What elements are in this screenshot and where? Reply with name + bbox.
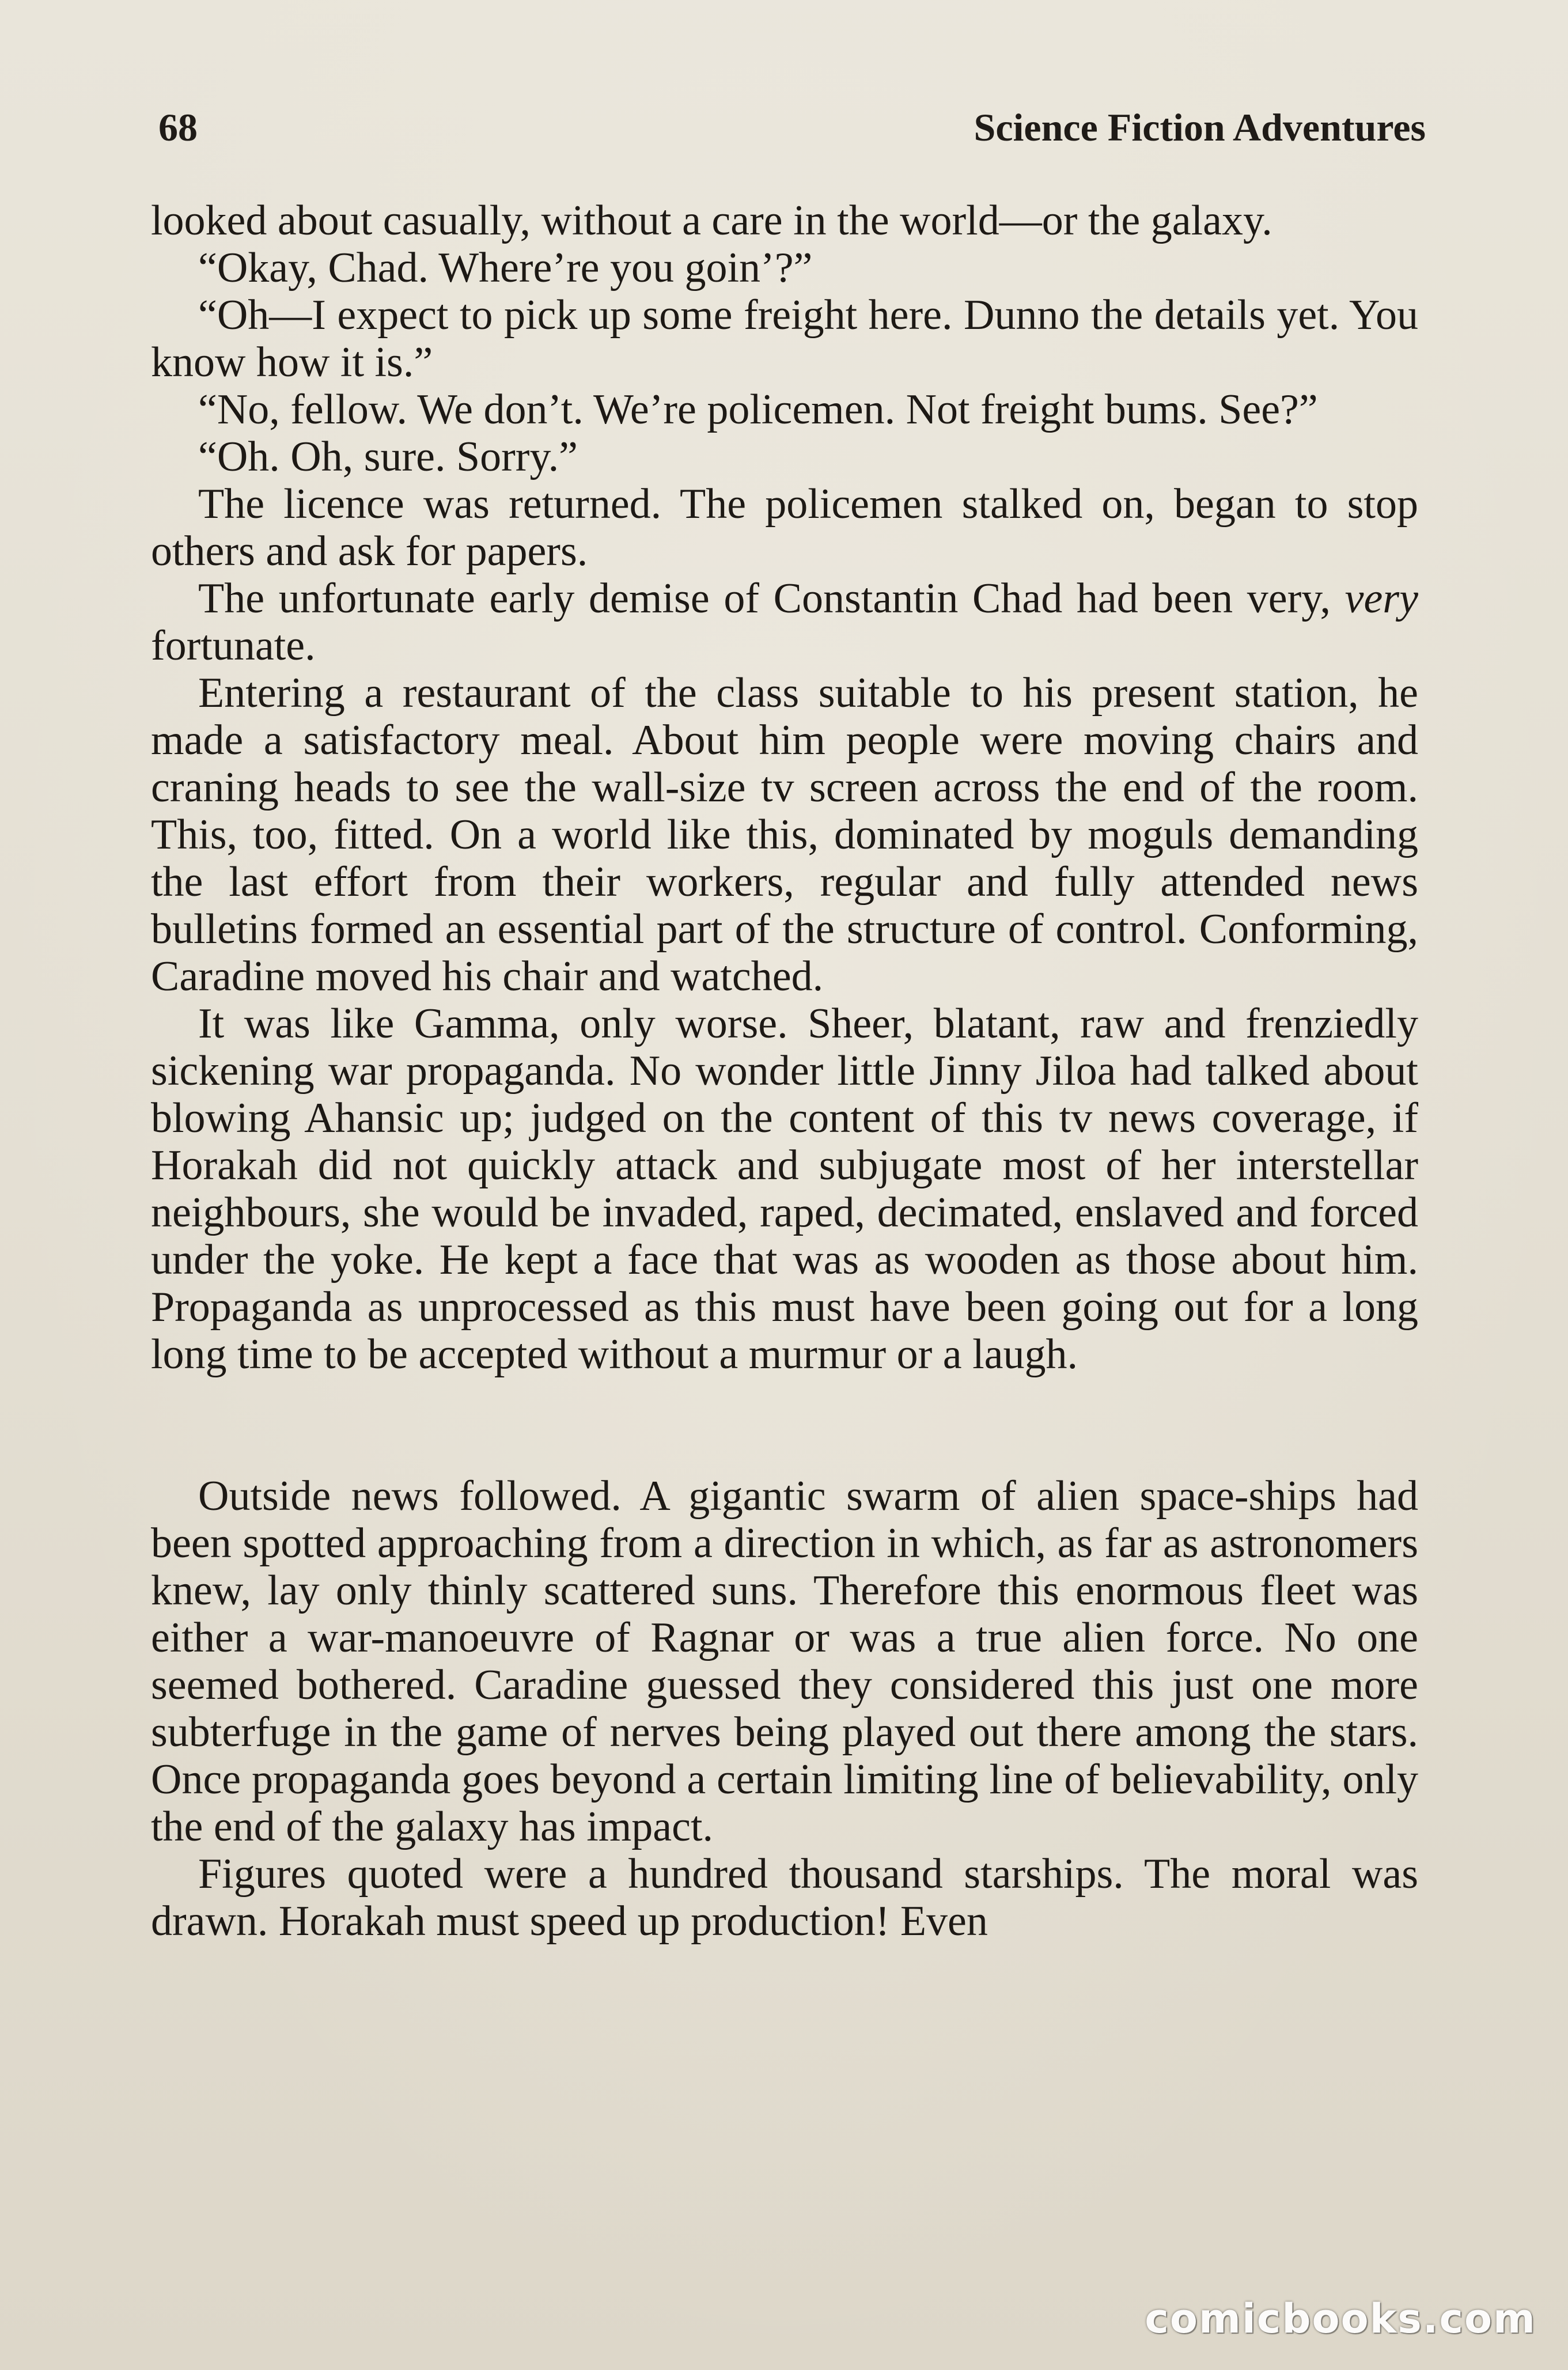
- paragraph-8: Entering a restaurant of the class suitable to his present station, he made a satisfactory meal. About him people were moving chairs and craning heads to see the wall-size tv screen across the end of the room. This, too, fitted. On a world like this, dominated by moguls demanding the last effort from their workers, regular and fully attended news bulletins formed an essential part of the structure of control. Conforming, Caradine moved his chair and watched.: [151, 669, 1418, 1000]
- page-number: 68: [158, 105, 198, 149]
- paragraph-1: looked about casually, without a care in the world—or the galaxy.: [151, 197, 1272, 244]
- page-header: [158, 98, 1426, 161]
- running-head-title: Science Fiction Adventures: [974, 105, 1426, 149]
- emphasis-very: very: [1344, 575, 1418, 622]
- paragraph-10: Outside news followed. A gigantic swarm of alien space-ships had been spotted approaching from a direction in which, as far as astronomers knew, lay only thinly scattered suns. Therefore this enormous fleet was either a war-manoeuvre of Ragnar or was a true alien force. No one seemed bothered. Caradine guessed they considered this just one more subterfuge in the game of nerves being played out there among the stars. Once propaganda goes beyond a certain limiting line of believability, only the end of the galaxy has impact.: [151, 1472, 1418, 1850]
- paragraph-9: It was like Gamma, only worse. Sheer, blatant, raw and frenziedly sickening war propaganda. No wonder little Jinny Jiloa had talked about blowing Ahansic up; judged on the content of this tv news coverage, if Horakah did not quickly attack and subjugate most of her interstellar neighbours, she would be invaded, raped, decimated, enslaved and forced under the yoke. He kept a face that was as wooden as those about him. Propaganda as unprocessed as this must have been going out for a long long time to be accepted without a murmur or a laugh.: [151, 1000, 1418, 1378]
- paragraph-11: Figures quoted were a hundred thousand starships. The moral was drawn. Horakah must speed up production! Even: [151, 1850, 1418, 1945]
- paragraph-4: “No, fellow. We don’t. We’re policemen. Not freight bums. See?”: [198, 386, 1318, 433]
- watermark-logo: comicbooks.com: [1145, 2295, 1536, 2342]
- paragraph-5: “Oh. Oh, sure. Sorry.”: [198, 433, 578, 480]
- paragraph-7: The unfortunate early demise of Constantin Chad had been very, very fortunate.: [151, 575, 1418, 669]
- paragraph-3: “Oh—I expect to pick up some freight here. Dunno the details yet. You know how it is.”: [151, 291, 1418, 386]
- paragraph-6: The licence was returned. The policemen stalked on, began to stop others and ask for papers.: [151, 480, 1418, 575]
- body-text: [151, 197, 1418, 1945]
- paragraph-2: “Okay, Chad. Where’re you goin’?”: [198, 244, 813, 291]
